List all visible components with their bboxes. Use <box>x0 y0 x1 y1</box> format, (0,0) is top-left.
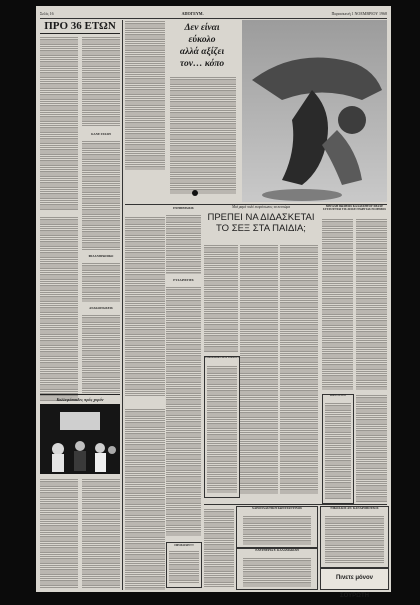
radio-box-title: ΡΑΔΙΟΦΩΝΙΚΑ ΠΡΟΓΡΑΜΜΑΤΑ <box>205 357 239 359</box>
left-text-block-1 <box>40 36 78 211</box>
main-story-kicker: Μιά μαμά πολύ εκπρόσωπος τα πεπτώμα <box>231 205 291 209</box>
radio-box <box>204 356 240 498</box>
radio-box-text <box>207 365 237 493</box>
divider-v1 <box>122 20 123 590</box>
masthead: ΑΠΟΓΕΥΜ. <box>181 10 204 16</box>
right-column-title-2: ΣΥΣΤΟΥΝΤΑΙ ΤΙΣ ΛΙΣΣΕ ΓΕΩΡΓΙΑΣ Η ΟΡΙΜΟΣ <box>322 207 387 211</box>
right-text-1 <box>322 218 353 390</box>
main-story-title-line-1: ΠΡΕΠΕΙ ΝΑ ΔΙΔΑΣΚΕΤΑΙ <box>207 211 315 223</box>
feature-headline-line-4: τον… κόπο <box>179 59 225 69</box>
left-sub-heading-2: ΦΙΛΑΝΘΡΩΠΙΚΟ <box>88 254 114 258</box>
right-column-title-1: ΜΕΓΑΛΗ ΠΩΛΗΣΙΣ ΚΑΛΑΣΣΗΤΟΥ ΙΜΑΧΕ <box>325 205 384 208</box>
slogan-text: Πινετε μόνον ΣΟΥΡΩΤΗ <box>335 575 374 599</box>
feature-headline-line-2: εύκολο <box>188 35 216 45</box>
ad-two-text <box>243 557 311 587</box>
main-story-text-2 <box>280 244 318 494</box>
left-text-block-2 <box>82 36 120 126</box>
column-two <box>125 20 165 590</box>
sidebar-sub: ΕΥΧΑΡΙΣΤΙΕΣ <box>173 278 194 282</box>
col2-text-3 <box>125 408 165 590</box>
ad-left-text <box>204 508 234 588</box>
slogan-box <box>320 568 389 599</box>
left-column-title: ΠΡΟ 36 ΕΤΩΝ <box>40 20 120 34</box>
ad-two-title: ΕΛΕΥΘΕΡΙΑ Ε. ΚΑΛΑΜΑΚΙΔΗ <box>255 548 299 552</box>
left-column <box>40 20 120 392</box>
feature-headline-line-1: Δεν είναι <box>184 23 220 33</box>
ad-three-title: ΝΙΚΟΛΑΟΣ ΑΝ. ΚΑΝΑΡΟΠΟΥΛΟΣ <box>330 506 379 510</box>
ad-three <box>320 506 389 568</box>
right-text-2 <box>356 218 387 390</box>
main-story-title <box>204 212 318 234</box>
page-date: Παρασκευή 1 ΝΟΕΜΒΡΙΟΥ 1968 <box>331 10 387 16</box>
warning-box <box>166 542 202 588</box>
main-story <box>204 206 318 502</box>
ad-two <box>236 548 318 590</box>
col2-text-1 <box>125 20 165 170</box>
left-sub-heading-3: ΑΝΑΚΟΙΝΩΣΕΙΣ <box>89 306 113 310</box>
divider-h2 <box>204 504 387 505</box>
dance-photo <box>40 404 120 474</box>
jokes-box-title: ΜΗΡΙΑ ΑΣΤΕΙΑ <box>329 395 347 397</box>
warning-box-text <box>169 550 199 584</box>
newspaper-page <box>36 6 391 599</box>
left-bottom-text-1 <box>40 478 78 588</box>
sidebar-title: ΕΝΗΜΕΡΩΣΙΣ <box>173 206 194 210</box>
sidebar-text-2 <box>166 286 201 536</box>
ad-one <box>236 506 318 548</box>
left-text-block-5 <box>40 216 78 402</box>
main-story-title-line-2: ΤΟ ΣΕΞ ΣΤΑ ΠΑΙΔΙΑ; <box>216 222 306 234</box>
main-story-text-1 <box>240 244 278 494</box>
main-story-text-3 <box>204 244 238 352</box>
ad-one-text <box>243 515 311 545</box>
page-header <box>40 8 387 19</box>
col2-text-2 <box>125 216 165 396</box>
feature-bullet <box>192 190 198 196</box>
feature-headline <box>166 22 238 70</box>
feature-headline-line-3: αλλά αξίζει <box>179 47 225 57</box>
left-bottom-section <box>40 394 120 590</box>
feature-text <box>170 76 236 194</box>
page-number: Σελίς 16 <box>40 10 54 16</box>
sidebar-middle <box>166 206 201 590</box>
photo-caption-title: Κολλεγιόπαιδες πρός χορόν <box>40 394 120 402</box>
right-text-3 <box>356 394 387 502</box>
jokes-box-text <box>325 402 351 500</box>
right-column <box>322 206 387 392</box>
left-text-block-3 <box>82 140 120 250</box>
ad-one-title: ΧΑΡΟΠΛΑΣΤΙΚΗ ΚΩΝΣΤΑΝΤΙΝΟΣ <box>251 506 303 510</box>
left-text-block-6 <box>82 314 120 394</box>
feature-section <box>166 20 387 202</box>
alligator-photo <box>242 20 387 202</box>
left-bottom-text-2 <box>82 478 120 588</box>
left-sub-heading-1: ΚΑΝΕ ΣΤΑΣΗ <box>91 132 111 136</box>
ad-three-text <box>325 515 384 563</box>
jokes-box <box>322 394 354 504</box>
left-text-block-4 <box>82 262 120 302</box>
sidebar-text-1 <box>166 214 201 274</box>
warning-box-title: ΠΡΟΣΟΧΗ!!!! <box>174 543 194 547</box>
